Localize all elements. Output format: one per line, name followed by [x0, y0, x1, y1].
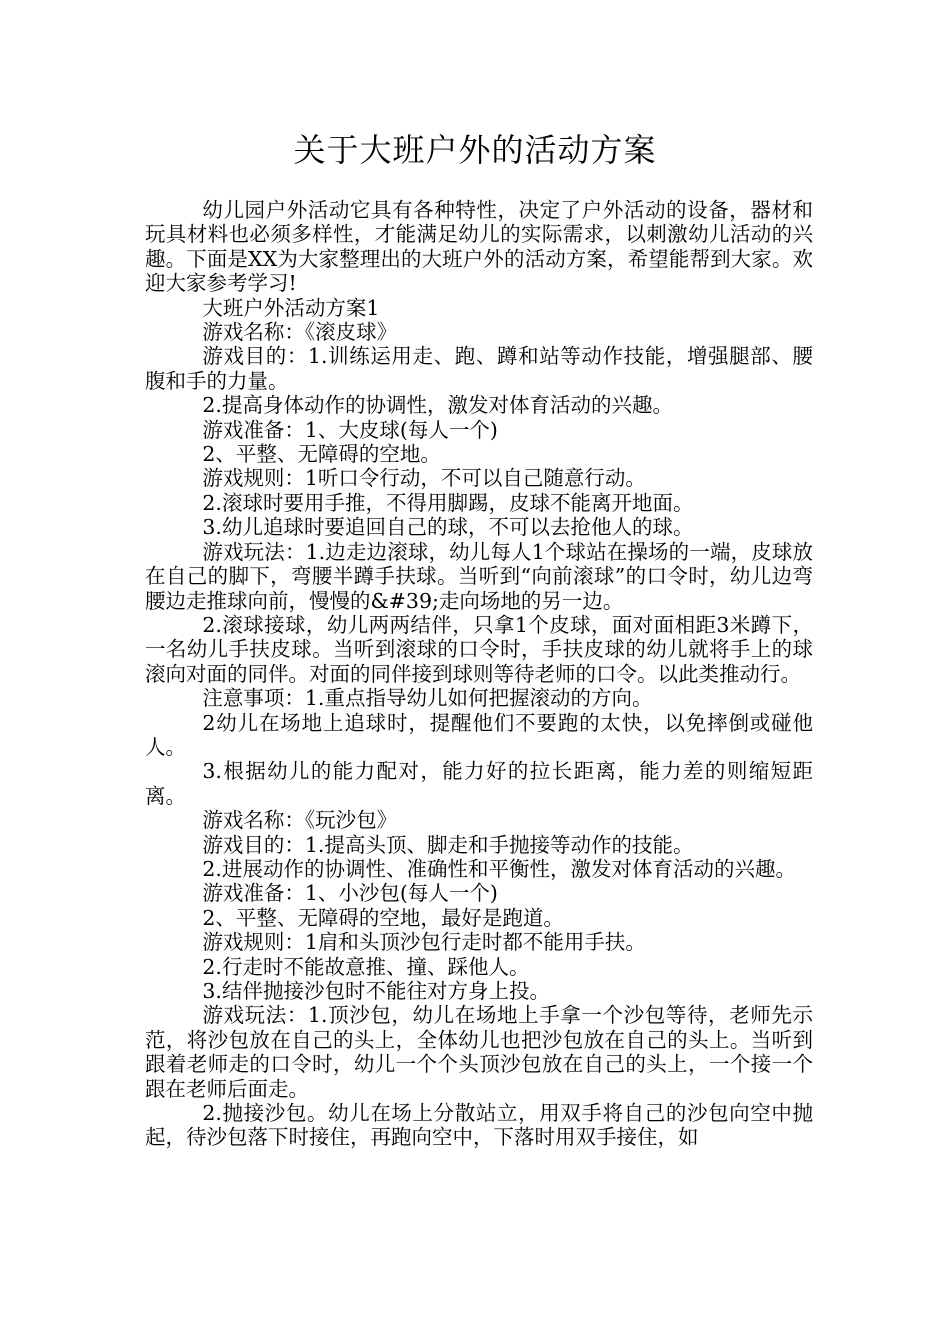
- paragraph: 3.结伴抛接沙包时不能往对方身上投。: [202, 979, 550, 1003]
- paragraph: 2幼儿在场地上追球时，提醒他们不要跑的太快，以免摔倒或碰他人。: [145, 710, 813, 759]
- paragraph: 游戏玩法：1.顶沙包，幼儿在场地上手拿一个沙包等待，老师先示范，将沙包放在自己的头上，全体幼儿也把沙包放在自己的头上。当听到跟着老师走的口令时，幼儿一个个头顶沙包放在自己的头上，一个接一个跟在老师后面走。: [145, 1003, 813, 1101]
- paragraph: 2.提高身体动作的协调性，激发对体育活动的兴趣。: [202, 393, 673, 418]
- paragraph: 游戏规则：1肩和头顶沙包行走时都不能用手扶。: [202, 930, 646, 955]
- paragraph: 幼儿园户外活动它具有各种特性，决定了户外活动的设备，器材和玩具材料也必须多样性，才能满足幼儿的实际需求，以刺激幼儿活动的兴趣。下面是XX为大家整理出的大班户外的活动方案，希望能帮到大家。欢迎大家参考学习!: [145, 198, 813, 296]
- paragraph: 2、平整、无障碍的空地。: [202, 442, 441, 467]
- paragraph: 游戏规则：1听口令行动，不可以自己随意行动。: [202, 466, 646, 491]
- paragraph: 2、平整、无障碍的空地，最好是跑道。: [202, 905, 564, 930]
- paragraph: 注意事项：1.重点指导幼儿如何把握滚动的方向。: [202, 686, 653, 711]
- paragraph: 2.抛接沙包。幼儿在场上分散站立，用双手将自己的沙包向空中抛起，待沙包落下时接住，再跑向空中，下落时用双手接住，如: [145, 1101, 813, 1150]
- paragraph: 游戏名称：《滚皮球》: [202, 320, 398, 345]
- document-title: 关于大班户外的活动方案: [293, 131, 657, 169]
- paragraph: 大班户外活动方案1: [202, 295, 380, 320]
- paragraph: 游戏名称：《玩沙包》: [202, 808, 398, 833]
- paragraph: 游戏玩法：1.边走边滚球，幼儿每人1个球站在操场的一端，皮球放在自己的脚下，弯腰半蹲手扶球。当听到“向前滚球”的口令时，幼儿边弯腰边走推球向前，慢慢的&#39;走向场地的另一边。: [145, 539, 813, 613]
- paragraph: 游戏目的：1.训练运用走、跑、蹲和站等动作技能，增强腿部、腰腹和手的力量。: [145, 344, 813, 393]
- paragraph: 2.滚球时要用手推，不得用脚踢，皮球不能离开地面。: [202, 490, 694, 515]
- paragraph: 2.滚球接球，幼儿两两结伴，只拿1个皮球，面对面相距3米蹲下，一名幼儿手扶皮球。当听到滚球的口令时，手扶皮球的幼儿就将手上的球滚向对面的同伴。对面的同伴接到球则等待老师的口令。以此类推动行。: [145, 612, 813, 686]
- document-body: [145, 198, 813, 1150]
- paragraph: 游戏准备：1、大皮球(每人一个): [202, 417, 498, 442]
- paragraph: 2.进展动作的协调性、准确性和平衡性，激发对体育活动的兴趣。: [202, 856, 796, 881]
- paragraph: 游戏准备：1、小沙包(每人一个): [202, 881, 498, 906]
- paragraph: 游戏目的：1.提高头顶、脚走和手抛接等动作的技能。: [202, 832, 694, 857]
- paragraph: 3.根据幼儿的能力配对，能力好的拉长距离，能力差的则缩短距离。: [145, 759, 813, 808]
- paragraph: 3.幼儿追球时要追回自己的球，不可以去抢他人的球。: [202, 515, 694, 540]
- paragraph: 2.行走时不能故意推、撞、踩他人。: [202, 954, 530, 979]
